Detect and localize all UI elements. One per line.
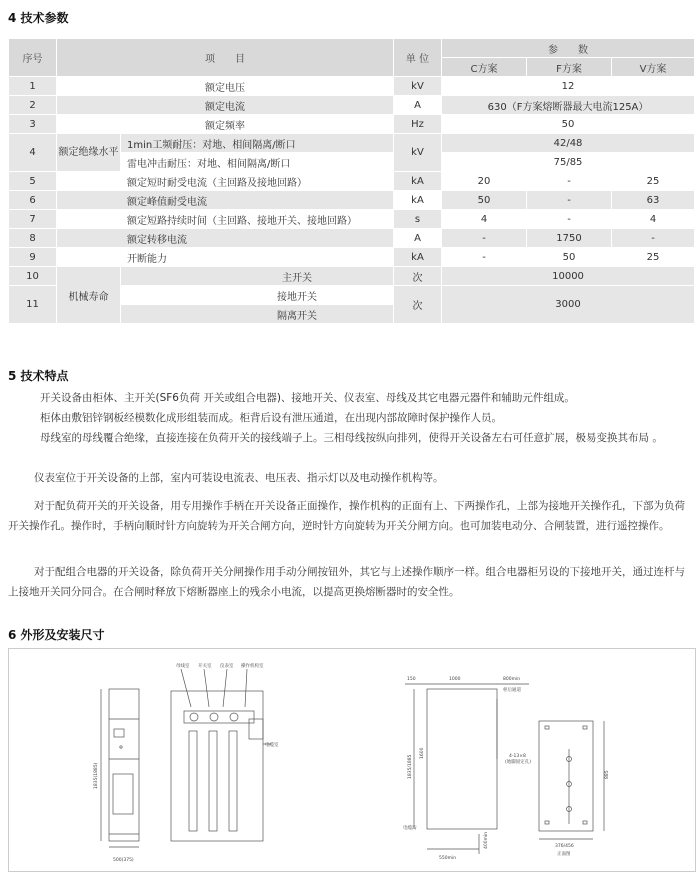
row-number: 8 xyxy=(9,229,57,248)
row-unit: 次 xyxy=(394,267,442,286)
row-unit: s xyxy=(394,210,442,229)
table-row xyxy=(9,210,695,229)
row-item: 1min工频耐压：对地、相间隔离/断口 xyxy=(121,134,394,153)
hole-sub-label: (地脚固定孔) xyxy=(505,760,532,765)
row-value: 10000 xyxy=(442,267,695,286)
dim-400: 400min xyxy=(484,831,489,849)
header-param: 参 数 xyxy=(442,39,695,58)
table-row xyxy=(9,77,695,96)
paragraph-2: 柜体由敷铝锌钢板经模数化成形组装而成。柜背后设有泄压通道，在出现内部故障时保护操作人员。 xyxy=(40,412,502,424)
rear-passage-label: 柜后通道 xyxy=(503,688,521,693)
row-c: 4 xyxy=(442,210,527,229)
table-row xyxy=(9,172,695,191)
row-item: 额定频率 xyxy=(57,115,394,134)
room-label-meter: 仪表室 xyxy=(220,664,234,669)
row-v: 25 xyxy=(612,248,695,267)
front-width-label: 500(375) xyxy=(113,858,134,863)
row-item: 主开关 xyxy=(121,267,394,286)
row-f: - xyxy=(527,191,612,210)
row-item: 额定电流 xyxy=(57,96,394,115)
row-value: 12 xyxy=(442,77,695,96)
table-row xyxy=(9,134,695,153)
dim-800: 800min xyxy=(503,677,521,682)
row-c: 50 xyxy=(442,191,527,210)
row-value: 75/85 xyxy=(442,153,695,172)
dim-550: 550min xyxy=(439,856,457,861)
front-view-label: 正面图 xyxy=(557,852,571,857)
row-f: 50 xyxy=(527,248,612,267)
table-row xyxy=(9,229,695,248)
row-unit: 次 xyxy=(394,286,442,324)
row-number: 11 xyxy=(9,286,57,324)
header-c: C方案 xyxy=(442,58,527,77)
outline-drawing xyxy=(9,649,695,871)
side-height2-label: 1600 xyxy=(420,747,425,759)
paragraph-5: 对于配负荷开关的开关设备，用专用操作手柄在开关设备正面操作，操作机构的正面有上、下两操作孔，上部为接地开关操作孔，下部为负荷开关操作孔。操作时，手柄向顺时针方向旋转为开关合闸方向，逆时针方向旋转为开关分闸方向。也可加装电动分、合闸装置，进行遥控操作。 xyxy=(8,500,685,532)
cable-trench-label: 电缆沟 xyxy=(403,826,417,831)
row-unit: kA xyxy=(394,172,442,191)
row-item: 接地开关 xyxy=(121,286,394,305)
row-item: 额定电压 xyxy=(57,77,394,96)
row-item: 开断能力 xyxy=(57,248,394,267)
row-number: 2 xyxy=(9,96,57,115)
row-number: 3 xyxy=(9,115,57,134)
paragraph-3: 母线室的母线覆合绝缘，直接连接在负荷开关的接线端子上。三相母线按纵向排列，使得开关设备左右可任意扩展，极易变换其布局 。 xyxy=(40,432,663,444)
table-row xyxy=(9,115,695,134)
table-row xyxy=(9,248,695,267)
header-item: 项 目 xyxy=(57,39,394,77)
row-group: 额定绝缘水平 xyxy=(57,134,121,172)
hole-label: 4-13×8 xyxy=(509,754,526,759)
row-unit: A xyxy=(394,229,442,248)
dim-1000: 1000 xyxy=(449,677,461,682)
row-item: 额定峰值耐受电流 xyxy=(57,191,394,210)
table-row xyxy=(9,191,695,210)
row-f: - xyxy=(527,210,612,229)
side-cabinet xyxy=(427,689,497,829)
floor-plan xyxy=(539,721,593,831)
row-value: 630（F方案熔断器最大电流125A） xyxy=(442,96,695,115)
row-c: - xyxy=(442,248,527,267)
room-label-busbar: 母线室 xyxy=(176,664,190,669)
row-f: 1750 xyxy=(527,229,612,248)
row-number: 1 xyxy=(9,77,57,96)
row-f: - xyxy=(527,172,612,191)
row-v: 4 xyxy=(612,210,695,229)
room-label-switch: 开关室 xyxy=(198,664,212,669)
row-value: 50 xyxy=(442,115,695,134)
header-f: F方案 xyxy=(527,58,612,77)
front-cabinet xyxy=(109,689,139,841)
dim-885: 885 xyxy=(605,770,610,779)
row-unit: kA xyxy=(394,191,442,210)
header-v: V方案 xyxy=(612,58,695,77)
paragraph-4: 仪表室位于开关设备的上部，室内可装设电流表、电压表、指示灯以及电动操作机构等。 xyxy=(34,472,444,484)
section-6-title: 6 外形及安装尺寸 xyxy=(8,628,105,642)
spec-table xyxy=(8,38,695,324)
row-number: 9 xyxy=(9,248,57,267)
dim-150: 150 xyxy=(407,677,416,682)
header-seq: 序号 xyxy=(9,39,57,77)
row-group: 机械寿命 xyxy=(57,267,121,324)
row-number: 4 xyxy=(9,134,57,172)
header-unit: 单 位 xyxy=(394,39,442,77)
row-value: 42/48 xyxy=(442,134,695,153)
row-unit: A xyxy=(394,96,442,115)
outline-drawing-frame xyxy=(8,648,696,872)
row-c: 20 xyxy=(442,172,527,191)
row-unit: kA xyxy=(394,248,442,267)
paragraph-6: 对于配组合电器的开关设备，除负荷开关分闸操作用手动分闸按钮外，其它与上述操作顺序一样。组合电器柜另设的下接地开关，通过连杆与上接地开关同分同合。在合闸时释放下熔断器座上的残余小电流，以提高更换熔断器时的安全性。 xyxy=(8,566,685,598)
side-height-label: 1835/1885 xyxy=(408,754,413,779)
row-item: 额定转移电流 xyxy=(57,229,394,248)
row-unit: Hz xyxy=(394,115,442,134)
row-item: 额定短路持续时间（主回路、接地开关、接地回路） xyxy=(57,210,394,229)
row-number: 10 xyxy=(9,267,57,286)
row-v: - xyxy=(612,229,695,248)
row-number: 5 xyxy=(9,172,57,191)
front-height-label: 1835(1885) xyxy=(94,762,99,789)
row-number: 6 xyxy=(9,191,57,210)
paragraph-1: 开关设备由柜体、主开关(SF6负荷 开关或组合电器)、接地开关、仪表室、母线及其它电器元器件和辅助元件组成。 xyxy=(40,392,575,404)
section-4-title: 4 技术参数 xyxy=(8,11,69,25)
table-row xyxy=(9,267,695,286)
section-5-title: 5 技术特点 xyxy=(8,369,69,383)
row-c: - xyxy=(442,229,527,248)
row-v: 25 xyxy=(612,172,695,191)
dim-376: 376/456 xyxy=(555,844,574,849)
room-label-mechanism: 操作机构室 xyxy=(241,664,264,669)
row-unit: kV xyxy=(394,77,442,96)
row-unit: kV xyxy=(394,134,442,172)
row-item: 额定短时耐受电流（主回路及接地回路） xyxy=(57,172,394,191)
row-item: 雷电冲击耐压：对地、相间隔离/断口 xyxy=(121,153,394,172)
row-v: 63 xyxy=(612,191,695,210)
table-row xyxy=(9,96,695,115)
row-value: 3000 xyxy=(442,286,695,324)
cable-room-label: 电缆室 xyxy=(265,743,279,748)
row-number: 7 xyxy=(9,210,57,229)
row-item: 隔离开关 xyxy=(121,305,394,324)
